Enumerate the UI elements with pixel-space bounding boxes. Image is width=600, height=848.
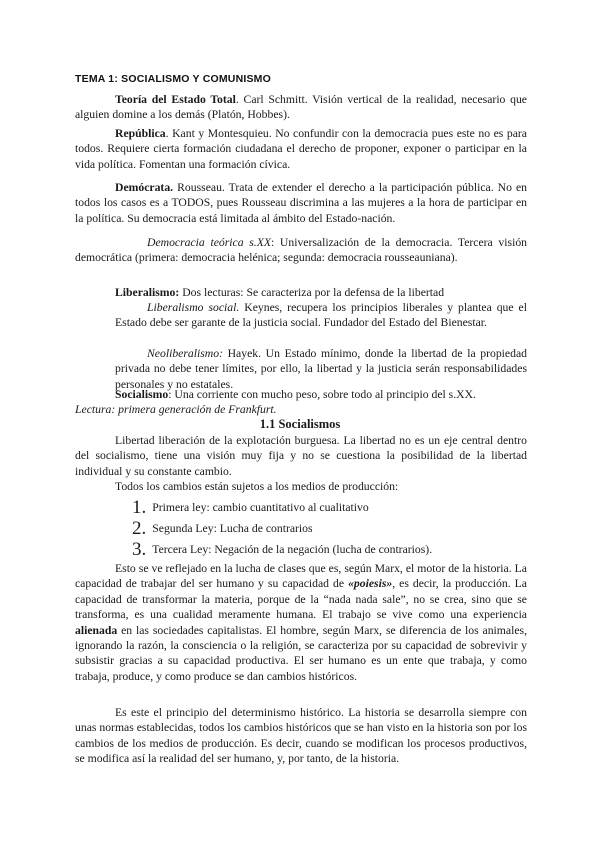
paragraph-text: : Universalización de la democracia. Tercera visión democrática (primera: democracia helénica; segunda: democracia rousseauniana). xyxy=(75,236,528,265)
paragraph-text: en las sociedades capitalistas. El hombre, según Marx, se diferencia de los animales, ignorando la razón, la consciencia o la religión, se caracteriza por su capacidad de sobrevivir y subsistir gracias a su capacidad productiva. El ser humano es un ente que trabaja, y como trabaja, produce, y como produce se dan cambios históricos. xyxy=(75,623,527,683)
paragraph-text: Rousseau. Trata de extender el derecho a la participación pública. No en todos los casos es a TODOS, pues Rousseau discrimina a las mujeres a la hora de participar en la política. Su democracia está limitada al ámbito del Estado-nación. xyxy=(75,181,527,225)
paragraph-text: : Una corriente con mucho peso, sobre todo al principio del s.XX. xyxy=(168,388,476,401)
list-number: 1. xyxy=(132,497,147,518)
paragraph-liberalismo-social xyxy=(115,300,527,331)
paragraph-estado-total xyxy=(75,92,527,123)
list-text: Segunda Ley: Lucha de contrarios xyxy=(152,522,313,535)
list-number: 2. xyxy=(132,518,147,539)
paragraph-liberalismo xyxy=(75,285,527,300)
paragraph-socialismo xyxy=(115,387,527,402)
term-democracia-teorica: Democracia teórica s.XX xyxy=(147,236,271,249)
paragraph-neoliberalismo xyxy=(115,346,527,392)
paragraph-text: . Kant y Montesquieu. No confundir con la democracia pues este no es para todos. Requiere cierta formación ciudadana el derecho de proponer, exponer o participar en la vida política. Fomentan una formación cívica. xyxy=(75,127,527,171)
document-title: TEMA 1: SOCIALISMO Y COMUNISMO xyxy=(75,73,271,85)
list-text: Tercera Ley: Negación de la negación (lucha de contrarios). xyxy=(152,543,433,556)
paragraph-determinismo: Es este el principio del determinismo histórico. La historia se desarrolla siempre con unas normas establecidas, todos los cambios históricos que se han visto en la historia son por los cambios de los medios de producción. Es decir, cuando se modifican los procesos productivos, se modifica así la realidad del ser humano, y, por tanto, de la historia. xyxy=(75,706,527,766)
list-item xyxy=(132,497,369,518)
term-alienada: alienada xyxy=(75,623,118,637)
paragraph-text: Keynes, recupera los principios liberales y plantea que el Estado debe ser garante de la justicia social. Fundador del Estado del Bienestar. xyxy=(115,301,527,330)
term-poiesis: «poiesis» xyxy=(348,577,393,591)
paragraph-republica xyxy=(75,126,527,172)
term-democrata: Demócrata. xyxy=(115,181,174,194)
term-republica: República xyxy=(115,127,166,140)
term-estado-total: Teoría del Estado Total xyxy=(115,93,236,106)
paragraph-text: Esto se ve reflejado en la lucha de clases que es, según Marx, el motor de la historia. La capacidad de trabajar del ser humano y su capacidad de xyxy=(75,562,527,591)
term-neoliberalismo: Neoliberalismo: xyxy=(147,347,223,360)
paragraph-libertad: Libertad liberación de la explotación burguesa. La libertad no es un eje central dentro del socialismo, tiene una visión muy fija y no se cuestiona la posibilidad de la libertad individual y su constante cambio. xyxy=(75,434,527,478)
paragraph-text: Dos lecturas: Se caracteriza por la defensa de la libertad xyxy=(179,286,445,299)
list-text: Primera ley: cambio cuantitativo al cualitativo xyxy=(152,501,369,514)
paragraph-marx xyxy=(75,561,527,684)
paragraph-text: Hayek. Un Estado mínimo, donde la libertad de la propiedad privada no debe tener límites, por ello, la libertad y la justicia serán responsabilidades personales y no estatales. xyxy=(115,347,527,391)
list-item xyxy=(132,539,433,560)
term-liberalismo-social: Liberalismo social. xyxy=(147,301,240,314)
term-socialismo: Socialismo xyxy=(115,388,169,401)
section-heading: 1.1 Socialismos xyxy=(259,417,341,431)
paragraph-democrata xyxy=(75,180,527,226)
term-liberalismo: Liberalismo: xyxy=(115,286,180,299)
paragraph-cambios: Todos los cambios están sujetos a los medios de producción: xyxy=(115,480,399,493)
list-item xyxy=(132,518,313,539)
paragraph-text: . Carl Schmitt. Visión vertical de la realidad, necesario que alguien domine a los demás (Platón, Hobbes). xyxy=(75,93,527,122)
paragraph-democracia-teorica xyxy=(75,235,527,266)
paragraph-text: , es decir, la producción. La capacidad de transformar la materia, porque de la “nada nada sale”, no se crea, sino que se transforma, es una cualidad meramente humana. El trabajo se vive como una experiencia xyxy=(75,577,527,622)
list-number: 3. xyxy=(132,539,147,560)
paragraph-lectura: Lectura: primera generación de Frankfurt. xyxy=(75,403,277,416)
